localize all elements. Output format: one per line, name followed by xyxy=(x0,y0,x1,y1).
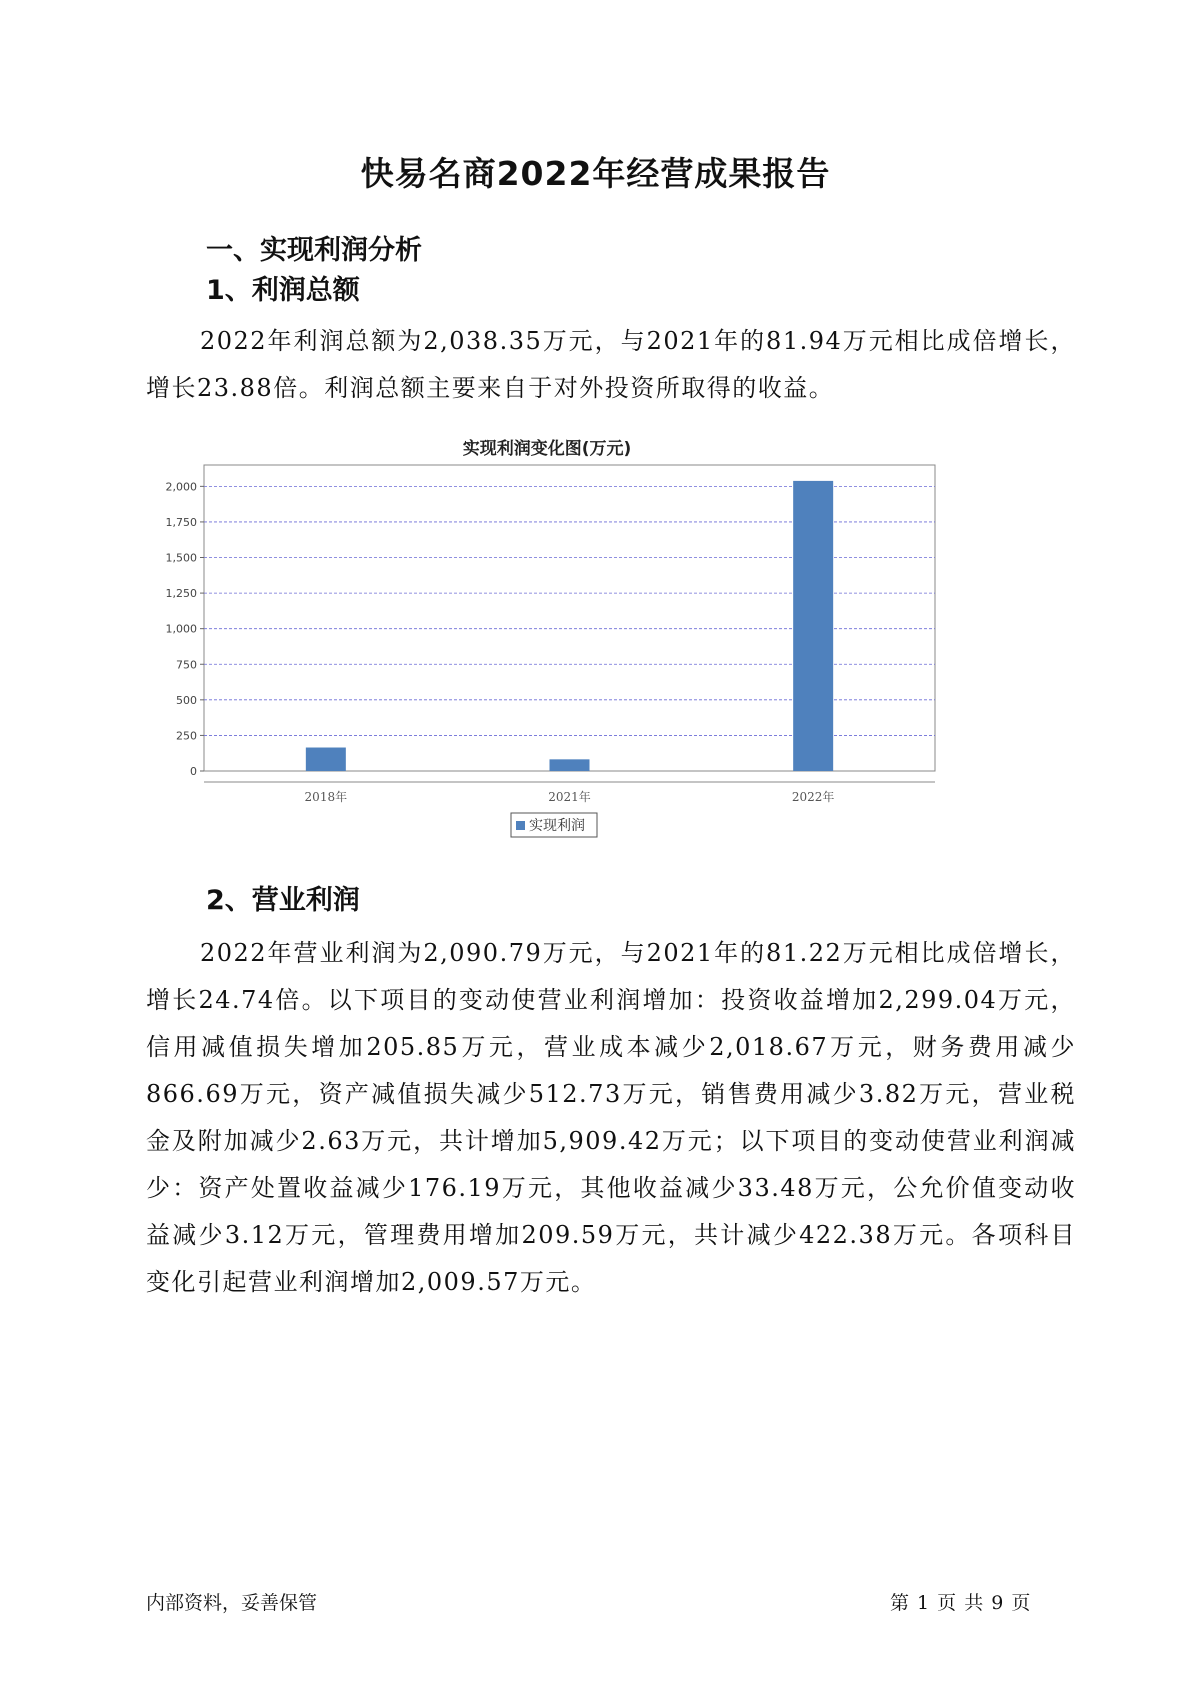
y-tick-label: 0 xyxy=(190,765,197,778)
y-tick-label: 1,500 xyxy=(165,551,197,565)
legend-label: 实现利润 xyxy=(529,818,585,834)
operating-profit-paragraph: 2022年营业利润为2,090.79万元，与2021年的81.22万元相比成倍增长，增长24.74倍。以下项目的变动使营业利润增加：投资收益增加2,299.04万元，信用减值损失增加205.85万元，营业成本减少2,018.67万元，财务费用减少866.69万元，资产减值损失减少512.73万元，销售费用减少3.82万元，营业税金及附加减少2.63万元，共计增加5,909.42万元；以下项目的变动使营业利润减少：资产处置收益减少176.19万元，其他收益减少33.48万元，公允价值变动收益减少3.12万元，管理费用增加209.59万元，共计减少422.38万元。各项科目变化引起营业利润增加2,009.57万元。 xyxy=(146,939,1076,1296)
footer-page-number: 第 1 页 共 9 页 xyxy=(890,1592,1032,1614)
y-tick-label: 1,750 xyxy=(165,515,197,529)
bar-2021年 xyxy=(550,759,590,771)
y-tick-label: 1,250 xyxy=(165,587,197,601)
chart-legend xyxy=(511,813,597,837)
chart-x-labels xyxy=(305,789,835,804)
legend-swatch xyxy=(516,821,525,830)
y-tick-label: 500 xyxy=(176,693,197,707)
bar-2022年 xyxy=(793,481,833,771)
y-tick-label: 1,000 xyxy=(165,622,197,636)
chart-canvas xyxy=(150,420,1030,880)
x-category-label: 2022年 xyxy=(791,790,835,804)
document-title: 快易名商2022年经营成果报告 xyxy=(360,154,831,193)
y-tick-label: 250 xyxy=(176,729,197,743)
chart-title: 实现利润变化图(万元) xyxy=(462,439,632,459)
x-category-label: 2021年 xyxy=(548,790,591,804)
x-category-label: 2018年 xyxy=(304,790,348,804)
profit-bar-chart xyxy=(150,439,1030,910)
y-tick-label: 2,000 xyxy=(165,480,197,494)
total-profit-paragraph: 2022年利润总额为2,038.35万元，与2021年的81.94万元相比成倍增长，增长23.88倍。利润总额主要来自于对外投资所取得的收益。 xyxy=(146,327,1076,402)
subsection-heading-total-profit: 1、利润总额 xyxy=(206,275,360,306)
chart-y-ticks xyxy=(166,480,205,778)
y-tick-label: 750 xyxy=(176,658,197,672)
footer-confidential-note: 内部资料，妥善保管 xyxy=(146,1592,318,1614)
bar-2018年 xyxy=(306,748,346,771)
section-heading-profit-analysis: 一、实现利润分析 xyxy=(206,235,422,266)
subsection-heading-operating-profit: 2、营业利润 xyxy=(206,885,360,916)
